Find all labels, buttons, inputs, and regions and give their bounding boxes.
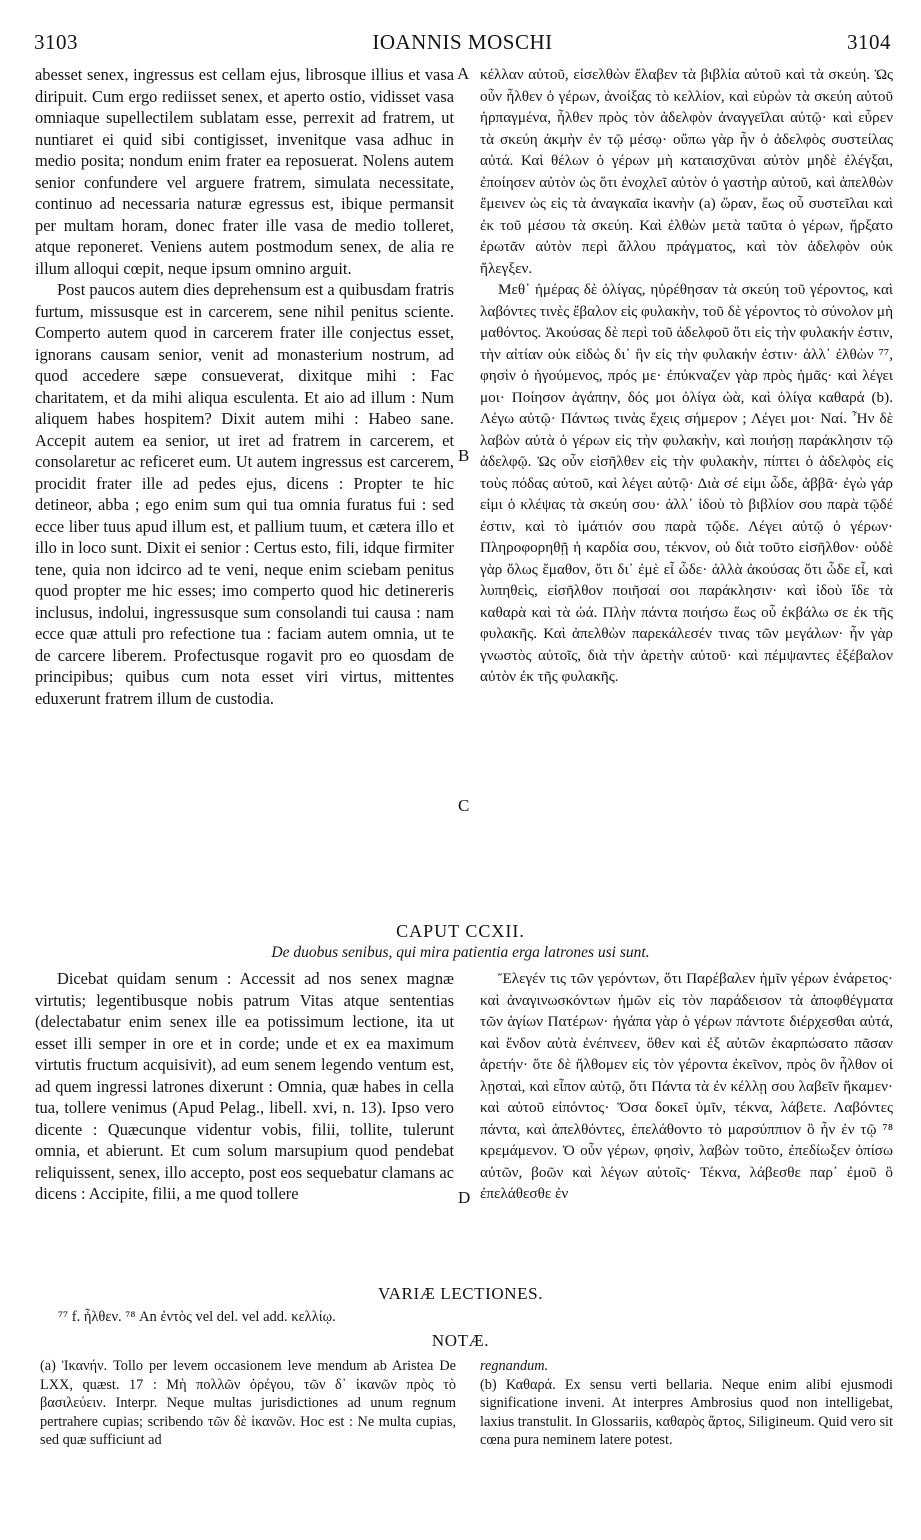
- latin-paragraph: Post paucos autem dies deprehensum est a quibusdam fratris furtum, missusque est in carcerem, sene nihil penitus sciente. Comperto autem quod in carcerem frater ille conjectus esset, ignorans causam senior, venit ad monasterium nostrum, ad quod accedere sæpe consueverat, dixitque mihi : Fac charitatem, et da mihi aliqua esculenta. Et aio ad illum : Num aliquem habes hospitem? Dixit autem mihi : Habeo sane. Accepit autem ea senior, ut iret ad fratrem in carcerem, et consolaretur ac reficeret eum. Ut autem ingressus est carcerem, procidit frater ille ad pedes ejus, dicens : Propter te hic detineor, abba ; ego enim sum qui tua omnia furatus fui : sed ecce liber tuus apud illum est, et pallium tuum, et cætera illo et illo in loco sunt. Dixit ei senior : Certus esto, fili, idque firmiter tene, quia non idcirco ad te veni, neque enim sciebam penitus quod propter me hic esses; imo comperto quod hic detinereris inclusus, indolui, ingressusque sum consolandi tui causa : nam ecce quæ attuli pro refectione tua : faciam autem omnia, ut te de carcere liberem. Profectusque rogavit pro eo quosdam de principibus; quibus cum nota esset viri virtus, mittentes eduxerunt fratrem illum de custodia.: [35, 280, 454, 708]
- section-marker-d: D: [458, 1188, 471, 1207]
- greek-column-main: [480, 64, 893, 688]
- running-header: [30, 30, 895, 58]
- chapter-subtitle: De duobus senibus, qui mira patientia erga latrones usi sunt.: [271, 944, 650, 961]
- section-marker-a: A: [457, 64, 470, 83]
- variae-lectiones-heading: VARIÆ LECTIONES.: [377, 1284, 544, 1303]
- variae-lectiones-text: ⁷⁷ f. ἦλθεν. ⁷⁸ An ἐντὸς vel del. vel add. κελλίῳ.: [58, 1309, 336, 1325]
- note-b-text: (b) Καθαρά. Ex sensu verti bellaria. Neque enim alibi ejusmodi significatione inveni. At interpres Ambrosius quod non intelligebat, laxius transtulit. In Glossariis, καθαρὸς ἄρτος, Siligineum. Quid vero sit cœna pura neminem latere potest.: [480, 1376, 893, 1448]
- notae-heading: NOTÆ.: [431, 1331, 490, 1350]
- latin-paragraph: Dicebat quidam senum : Accessit ad nos senex magnæ virtutis; legentibusque nobis patrum Vitas atque sententias (delectabatur enim senex ille ea potissimum lectione, ita ut esset illi semper in ore et in corde; unde et ex ea maximum virtutis fructum acquisivit), ad eum senem legendo ventum est, ad quem ingressi latrones dixerunt : Omnia, quæ habes in cella tua, tollere venimus (Apud Pelag., libell. xvi, n. 13). Ipso vero dicente : Quæcunque videntur vobis, filii, tollite, tulerunt omnia, et abierunt. Et cum solum marsupium quod pendebat reliquissent, senex, illo accepto, post eos sequebatur clamans ac dicens : Accipite, filii, a me quod tollere: [35, 969, 454, 1203]
- greek-paragraph: Μεθ᾽ ἡμέρας δὲ ὀλίγας, ηὑρέθησαν τὰ σκεύη τοῦ γέροντος, καὶ λαβόντες τινὲς ἔβαλον εἰς φυλακὴν, τοῦ δὲ γέροντος τὸ σύνολον μὴ μαθόντος. Ἀκούσας δὲ περὶ τοῦ ἀδελφοῦ ὅτι εἰς τὴν φυλακήν ἐστιν, τὴν αἰτίαν οὐκ εἰδὼς δι᾽ ἣν εἰς τὴν φυλακήν ἐστιν· ἀλλ᾽ ἐλθὼν ⁷⁷, φησὶν ὁ ἡγούμενος, πρός με· ἐπύκναζεν γὰρ πρὸς ἡμᾶς· καὶ λέγει μοι· Ποίησον ἀγάπην, δός μοι ὀλίγα ὠὰ, καὶ ὀλίγα καθαρά (b). Λέγω αὐτῷ· Πάντως τινὰς ἔχεις σήμερον ; Λέγει μοι· Ναί. Ἦν δὲ λαβὼν αὐτὰ ὁ γέρων εἰς τὴν φυλακὴν, καὶ ποιήσῃ παράκλησιν τῷ ἀδελφῷ. Ὡς οὖν εἰσῆλθεν εἰς τὴν φυλακὴν, πίπτει ὁ ἀδελφὸς εἰς τοὺς πόδας αὐτοῦ, καὶ λέγει αὐτῷ· Διὰ σέ εἰμι ὧδε, ἀββᾶ· ἐγὼ γάρ εἰμι ὁ κλέψας τὰ σκεύη σου· ἀλλ᾽ ἰδοὺ τὸ βιβλίον σου παρὰ τῷδέ ἐστιν, καὶ τὸ ἱμάτιόν σου παρὰ τῷδε. Λέγει αὐτῷ ὁ γέρων· Πληροφορηθῇ ἡ καρδία σου, τέκνον, οὐ διὰ τοῦτο εἰσῆλθον· οὐδὲ γὰρ ὅλως ἔμαθον, ὅτι δι᾽ ἐμὲ εἶ ὧδε· ἀλλὰ ἀκούσας ὅτι ὧδε εἶ, καὶ λυπηθεὶς, εἰσῆλθον ποιῆσαί σοι παράκλησιν· καὶ ἰδοὺ ἴδε τὰ καθαρὰ καὶ τὰ ὠά. Πλὴν πάντα ποιήσω ἕως οὗ ἐκβάλω σε ἐκ τῆς φυλακῆς. Καὶ ἀπελθὼν παρεκάλεσέν τινας τῶν μεγάλων· ἦν γὰρ γνωστὸς αὐτοῖς, διὰ τὴν ἀρετὴν αὐτοῦ· καὶ πέμψαντες ἐξέβαλον αὐτὸν ἐκ τῆς φυλακῆς.: [480, 281, 894, 685]
- section-marker-c: C: [458, 796, 470, 815]
- latin-column-chapter: [35, 968, 454, 1205]
- page-number-left: 3103: [34, 30, 78, 54]
- greek-paragraph: Ἔλεγέν τις τῶν γερόντων, ὅτι Παρέβαλεν ἡμῖν γέρων ἐνάρετος· καὶ ἀναγινωσκόντων ἡμῶν εἰς τὸν παράδεισον τὰ ἀποφθέγματα τῶν ἁγίων Πατέρων· ἠγάπα γὰρ ὁ γέρων πάντοτε διέρχεσθαι αὐτά, καὶ ἔνδον αὐτὰ ἐνέπνεεν, ὅθεν καὶ ἐξ αὐτῶν ἐκαρπώσατο πᾶσαν ἀρετήν· ὅτε δὲ ἤλθομεν εἰς τὸν γέροντα ἐκεῖνον, πρὸς ὃν ἦλθον οἱ λῃσταὶ, καὶ εἶπον αὐτῷ, ὅτι Πάντα τὰ ἐν κέλλῃ σου λαβεῖν ἥκαμεν· καὶ αὐτοῦ εἰπόντος· Ὅσα δοκεῖ ὑμῖν, τέκνα, λάβετε. Λαβόντες πάντα, καὶ ἀπελθόντες, ἐπελάθοντο τὸ μαρσύππιον ὃ ἦν ἐν τῷ ⁷⁸ κρεμάμενον. Ὁ οὖν γέρων, φησὶν, λαβὼν τοῦτο, ἐπεδίωξεν ὀπίσω αὐτῶν, βοῶν καὶ λέγων αὐτοῖς· Τέκνα, λάβεσθε παρ᾽ ἐμοῦ ὃ ἐπελάθεσθε ἐν: [480, 970, 893, 1202]
- note-a-text: (a) Ἱκανήν. Tollo per levem occasionem leve mendum ab Aristea De LXX, quæst. 17 : Μὴ πολλῶν ὀρέγου, τῶν δ᾽ ἱκανῶν πρὸς τὸ βασιλεύειν. Interpr. Neque multas jurisdictiones ad unum regnum pertrahere cupias; scribendo τῶν δὲ ἱκανῶν. Hoc est : Ne multa cupias, sed quæ sufficiunt ad: [40, 1358, 456, 1448]
- note-b: [480, 1357, 893, 1450]
- latin-column-main: [35, 64, 454, 709]
- greek-column-chapter: [480, 968, 893, 1205]
- note-a-continuation: regnandum.: [480, 1358, 549, 1374]
- running-title: IOANNIS MOSCHI: [372, 30, 553, 54]
- latin-paragraph: abesset senex, ingressus est cellam ejus, librosque illius et vasa diripuit. Cum ergo rediisset senex, et aperto ostio, vidisset vasa omniaque supellectilem sublatam esse, perrexit ad fratrem, ut nuntiaret ei quid sibi contigisset, invenitque vasa adhuc in medio posita; nondum enim frater ea reposuerat. Nolens autem senior confundere vel arguere fratrem, simulata necessitate, continuo ad necessaria naturæ egressus est, ibique permansit per multam horam, donec frater ille vasa de medio tolleret, atque reponeret. Veniens autem postmodum senex, de alia re illum alloqui cœpit, neque ipsum omnino arguit.: [35, 65, 454, 278]
- chapter-title: CAPUT CCXII.: [396, 921, 525, 941]
- page-number-right: 3104: [847, 30, 891, 54]
- greek-paragraph: κέλλαν αὐτοῦ, εἰσελθὼν ἔλαβεν τὰ βιβλία αὐτοῦ καὶ τὰ σκεύη. Ὡς οὖν ἦλθεν ὁ γέρων, ἀνοίξας τὸ κελλίον, καὶ εὑρὼν τὰ σκεύη αὐτοῦ ἡρπαγμένα, ἦλθεν πρὸς τὸν ἀδελφὸν ἀναγγεῖλαι αὐτῷ· καὶ εὗρεν τὰ σκεύη ἀκμὴν ἐν τῷ μέσῳ· οὔπω γὰρ ἦν ὁ ἀδελφὸς συστείλας αὐτά. Καὶ θέλων ὁ γέρων μὴ καταισχῦναι αὐτὸν μηδὲ ἐλέγξαι, ἐποίησεν αὐτὸν ὡς ὅτι ἐνοχλεῖ αὐτὸν ὁ γαστὴρ αὐτοῦ, καὶ ἀπελθὼν ἔμεινεν ὡς εἰς τὰ ἀναγκαῖα ἱκανὴν (a) ὥραν, ἕως οὗ συστεῖλαι καὶ ἐκ τοῦ μέσου τὰ σκεύη. Καὶ ἐλθὼν μετὰ ταῦτα ὁ γέρων, ἤρξατο ἐρωτᾶν αὐτὸν περὶ ἄλλου πράγματος, καὶ τὸν ἀδελφὸν οὐκ ἤλεγξεν.: [480, 66, 893, 277]
- note-a: [40, 1357, 456, 1450]
- section-marker-b: B: [458, 446, 470, 465]
